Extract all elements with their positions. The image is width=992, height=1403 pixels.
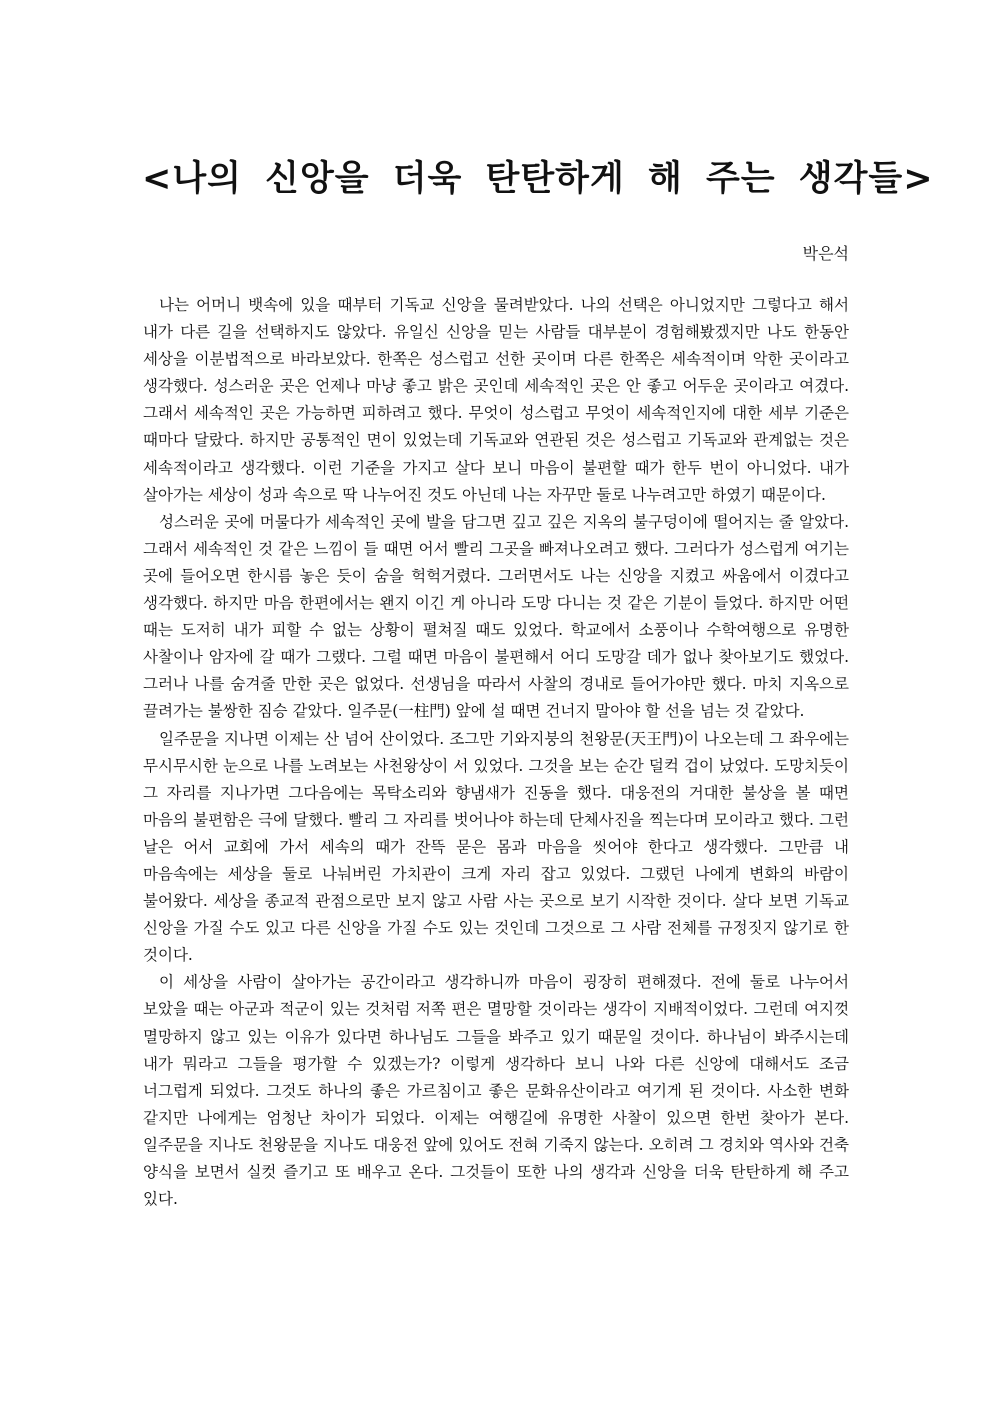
document-title: <나의 신앙을 더욱 탄탄하게 해 주는 생각들> [142, 159, 934, 199]
paragraph-3: 일주문을 지나면 이제는 산 넘어 산이었다. 조그만 기와지붕의 천왕문(天王門)이 나오는데 그 좌우에는 무시무시한 눈으로 나를 노려보는 사천왕상이 서 있었다. 그것을 보는 순간 덜컥 겁이 났었다. 도망치듯이 그 자리를 지나가면 그다음에는 목탁소리와 향냄새가 진동을 했다. 대웅전의 거대한 불상을 볼 때면 마음의 불편함은 극에 달했다. 빨리 그 자리를 벗어나야 하는데 단체사진을 찍는다며 모이라고 했다. 그런 날은 어서 교회에 가서 세속의 때가 잔뜩 묻은 몸과 마음을 씻어야 한다고 생각했다. 그만큼 내 마음속에는 세상을 둘로 나눠버린 가치관이 크게 자리 잡고 있었다. 그랬던 나에게 변화의 바람이 불어왔다. 세상을 종교적 관점으로만 보지 않고 사람 사는 곳으로 보기 시작한 것이다. 살다 보면 기독교 신앙을 가질 수도 있고 다른 신앙을 가질 수도 있는 것인데 그것으로 그 사람 전체를 규정짓지 않기로 한 것이다. [143, 729, 849, 965]
essay-body [143, 292, 849, 1213]
paragraph-4: 이 세상을 사람이 살아가는 공간이라고 생각하니까 마음이 굉장히 편해졌다. 전에 둘로 나누어서 보았을 때는 아군과 적군이 있는 것처럼 저쪽 편은 멸망할 것이라는 생각이 지배적이었다. 그런데 여지껏 멸망하지 않고 있는 이유가 있다면 하나님도 그들을 봐주고 있기 때문일 것이다. 하나님이 봐주시는데 내가 뭐라고 그들을 평가할 수 있겠는가? 이렇게 생각하다 보니 나와 다른 신앙에 대해서도 조금 너그럽게 되었다. 그것도 하나의 좋은 가르침이고 좋은 문화유산이라고 여기게 된 것이다. 사소한 변화 같지만 나에게는 엄청난 차이가 되었다. 이제는 여행길에 유명한 사찰이 있으면 한번 찾아가 본다. 일주문을 지나도 천왕문을 지나도 대웅전 앞에 있어도 전혀 기죽지 않는다. 오히려 그 경치와 역사와 건축 양식을 보면서 실컷 즐기고 또 배우고 온다. 그것들이 또한 나의 생각과 신앙을 더욱 탄탄하게 해 주고 있다. [143, 973, 849, 1209]
paragraph-1: 나는 어머니 뱃속에 있을 때부터 기독교 신앙을 물려받았다. 나의 선택은 아니었지만 그렇다고 해서 내가 다른 길을 선택하지도 않았다. 유일신 신앙을 믿는 사람들 대부분이 경험해봤겠지만 나도 한동안 세상을 이분법적으로 바라보았다. 한쪽은 성스럽고 선한 곳이며 다른 한쪽은 세속적이며 악한 곳이라고 생각했다. 성스러운 곳은 언제나 마냥 좋고 밝은 곳인데 세속적인 곳은 안 좋고 어두운 곳이라고 여겼다. 그래서 세속적인 곳은 가능하면 피하려고 했다. 무엇이 성스럽고 무엇이 세속적인지에 대한 세부 기준은 때마다 달랐다. 하지만 공통적인 면이 있었는데 기독교와 연관된 것은 성스럽고 기독교와 관계없는 것은 세속적이라고 생각했다. 이런 기준을 가지고 살다 보니 마음이 불편할 때가 한두 번이 아니었다. 내가 살아가는 세상이 성과 속으로 딱 나누어진 것도 아닌데 나는 자꾸만 둘로 나누려고만 하였기 때문이다. [143, 296, 849, 504]
author-name: 박은석 [802, 244, 849, 263]
paragraph-2: 성스러운 곳에 머물다가 세속적인 곳에 발을 담그면 깊고 깊은 지옥의 불구덩이에 떨어지는 줄 알았다. 그래서 세속적인 것 같은 느낌이 들 때면 어서 빨리 그곳을 빠져나오려고 했다. 그러다가 성스럽게 여기는 곳에 들어오면 한시름 놓은 듯이 숨을 헉헉거렸다. 그러면서도 나는 신앙을 지켰고 싸움에서 이겼다고 생각했다. 하지만 마음 한편에서는 왠지 이긴 게 아니라 도망 다니는 것 같은 기분이 들었다. 하지만 어떤 때는 도저히 내가 피할 수 없는 상황이 펼쳐질 때도 있었다. 학교에서 소풍이나 수학여행으로 유명한 사찰이나 암자에 갈 때가 그랬다. 그럴 때면 마음이 불편해서 어디 도망갈 데가 없나 찾아보기도 했었다. 그러나 나를 숨겨줄 만한 곳은 없었다. 선생님을 따라서 사찰의 경내로 들어가야만 했다. 마치 지옥으로 끌려가는 불쌍한 짐승 같았다. 일주문(一柱門) 앞에 설 때면 건너지 말아야 할 선을 넘는 것 같았다. [143, 512, 849, 721]
